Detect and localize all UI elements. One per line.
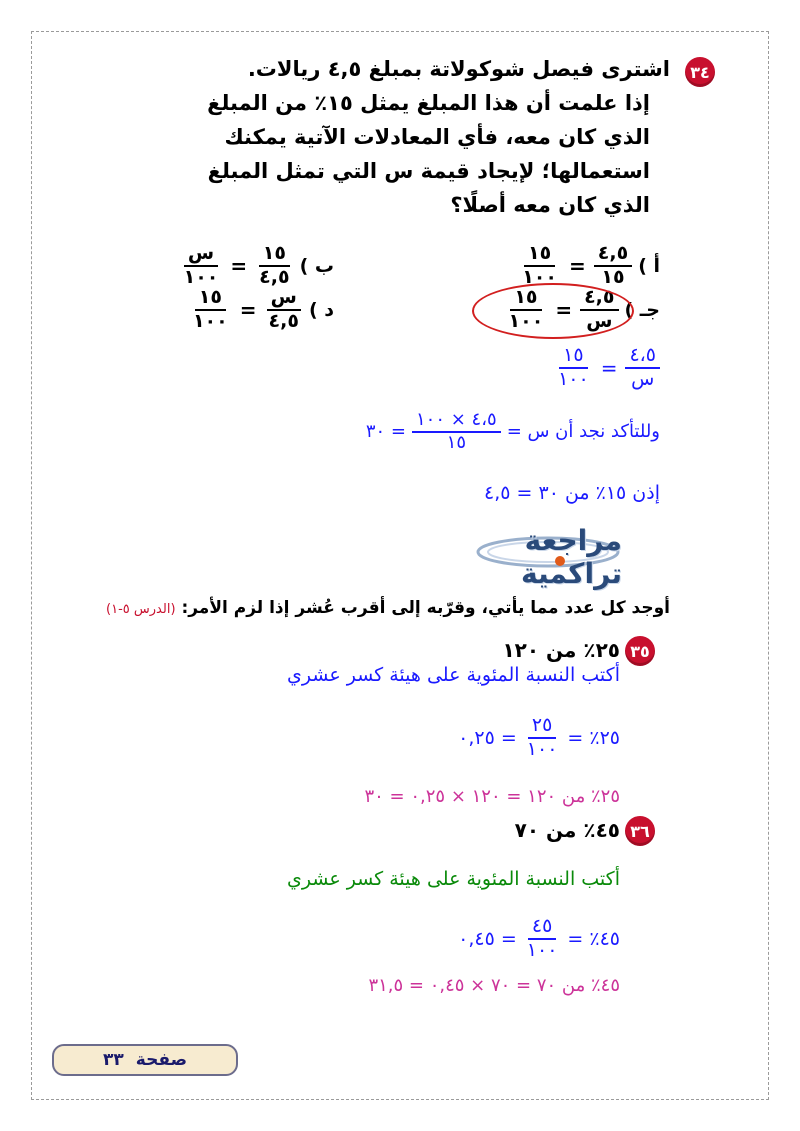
option-a-left-num: ٤,٥ <box>594 243 632 267</box>
problem-35-step <box>458 715 620 761</box>
problem-36-step-left: ٤٥٪ = <box>567 927 620 950</box>
option-c-left-num: ٤,٥ <box>580 287 618 311</box>
problem-35-hint: أكتب النسبة المئوية على هيئة كسر عشري <box>287 664 620 686</box>
option-c-right-num: ١٥ <box>510 287 541 311</box>
problem-34-number: ٣٤ <box>690 62 710 82</box>
option-d: د ) $\frac{\text{س}}{٤,٥}$ = $\frac{١٥}{١٠٠}$ <box>189 287 334 333</box>
page-number-box <box>52 1044 238 1076</box>
option-c: جـ ) $\frac{٤,٥}{\text{س}}$ = $\frac{١٥}{١٠٠}$ <box>505 287 660 333</box>
review-instruction <box>106 598 670 618</box>
problem-34-line-1: اشترى فيصل شوكولاتة بمبلغ ٤,٥ ريالات. <box>247 57 670 81</box>
banner-title: مراجعة تراكمية <box>521 524 622 590</box>
option-a-right-den: ١٠٠ <box>522 265 557 288</box>
problem-36-badge <box>625 816 655 846</box>
solution-34-left-num: ٤،٥ <box>625 345 660 369</box>
option-d-left-num: س <box>267 287 301 311</box>
option-c-left-den: س <box>586 309 613 332</box>
option-d-right-num: ١٥ <box>195 287 226 311</box>
option-b-right-num: س <box>184 243 218 267</box>
option-d-right-den: ١٠٠ <box>192 309 228 332</box>
review-instruction-text: أوجد كل عدد مما يأتي، وقرّبه إلى أقرب عُشر إذا لزم الأمر: <box>181 598 670 618</box>
problem-35-result: ٢٥٪ من ١٢٠ = ١٢٠ × ٠,٢٥ = ٣٠ <box>364 786 620 807</box>
problem-36-frac-num: ٤٥ <box>528 916 556 940</box>
solution-34-right-den: ١٠٠ <box>558 367 589 390</box>
problem-34-badge <box>685 57 715 87</box>
solution-34-check-num: ٤،٥ × ١٠٠ <box>412 410 501 433</box>
problem-34-line-2: إذا علمت أن هذا المبلغ يمثل ١٥٪ من المبلغ <box>207 91 650 115</box>
solution-34-check-result: = ٣٠ <box>365 421 406 443</box>
page-word: صفحة <box>135 1050 187 1070</box>
solution-34-conclusion: إذن ١٥٪ من ٣٠ = ٤,٥ <box>484 482 660 504</box>
solution-34-check-den: ١٥ <box>446 431 467 453</box>
option-a-right-num: ١٥ <box>524 243 555 267</box>
page-frame <box>31 31 769 1100</box>
problem-36-frac-den: ١٠٠ <box>526 938 558 961</box>
problem-35-badge <box>625 636 655 666</box>
correct-answer-circle <box>472 283 634 339</box>
option-c-right-den: ١٠٠ <box>508 309 544 332</box>
problem-36-step <box>458 916 620 962</box>
problem-35-step-right: = ٠,٢٥ <box>458 726 517 749</box>
problem-36-hint: أكتب النسبة المئوية على هيئة كسر عشري <box>287 868 620 890</box>
option-b-right-den: ١٠٠ <box>183 265 219 288</box>
solution-34-check-prefix: وللتأكد نجد أن س = <box>506 421 660 443</box>
solution-34-right-num: ١٥ <box>559 345 587 369</box>
option-a-left-den: ١٥ <box>601 265 625 288</box>
solution-34-left-den: س <box>631 367 655 390</box>
option-b-left-num: ١٥ <box>259 243 290 267</box>
option-a: أ ) $\frac{٤,٥}{١٥}$ = $\frac{١٥}{١٠٠}$ <box>518 243 660 289</box>
option-d-label: د ) <box>308 298 334 321</box>
option-b-left-den: ٤,٥ <box>259 265 290 288</box>
problem-34-line-5: الذي كان معه أصلًا؟ <box>450 193 650 217</box>
problem-36-number: ٣٦ <box>630 821 650 841</box>
problem-36-question: ٤٥٪ من ٧٠ <box>514 818 620 842</box>
problem-36-result: ٤٥٪ من ٧٠ = ٧٠ × ٠,٤٥ = ٣١,٥ <box>368 975 620 996</box>
option-c-label: جـ ) <box>624 298 660 321</box>
problem-34-line-4: استعمالها؛ لإيجاد قيمة س التي تمثل المبلغ <box>207 159 650 183</box>
review-lesson-ref: (الدرس ٥-١) <box>106 602 176 617</box>
page-number: ٣٣ <box>103 1050 124 1070</box>
option-b: ب ) $\frac{١٥}{٤,٥}$ = $\frac{\text{س}}{١٠٠}$ <box>180 243 334 289</box>
option-b-label: ب ) <box>299 254 334 277</box>
problem-34-line-3: الذي كان معه، فأي المعادلات الآتية يمكنك <box>224 125 650 149</box>
option-a-label: أ ) <box>638 254 660 277</box>
problem-35-frac-den: ١٠٠ <box>526 737 558 760</box>
problem-35-step-left: ٢٥٪ = <box>567 726 620 749</box>
cumulative-review-banner <box>448 522 628 590</box>
problem-35-number: ٣٥ <box>630 641 650 661</box>
solution-34-check <box>366 410 660 453</box>
problem-35-question: ٢٥٪ من ١٢٠ <box>502 638 620 662</box>
option-d-left-den: ٤,٥ <box>268 309 299 332</box>
problem-35-frac-num: ٢٥ <box>528 715 556 739</box>
problem-36-step-right: = ٠,٤٥ <box>458 927 517 950</box>
solution-34-equation: $\frac{٤،٥}{\text{س}}$ = $\frac{١٥}{١٠٠}$ <box>554 345 660 391</box>
